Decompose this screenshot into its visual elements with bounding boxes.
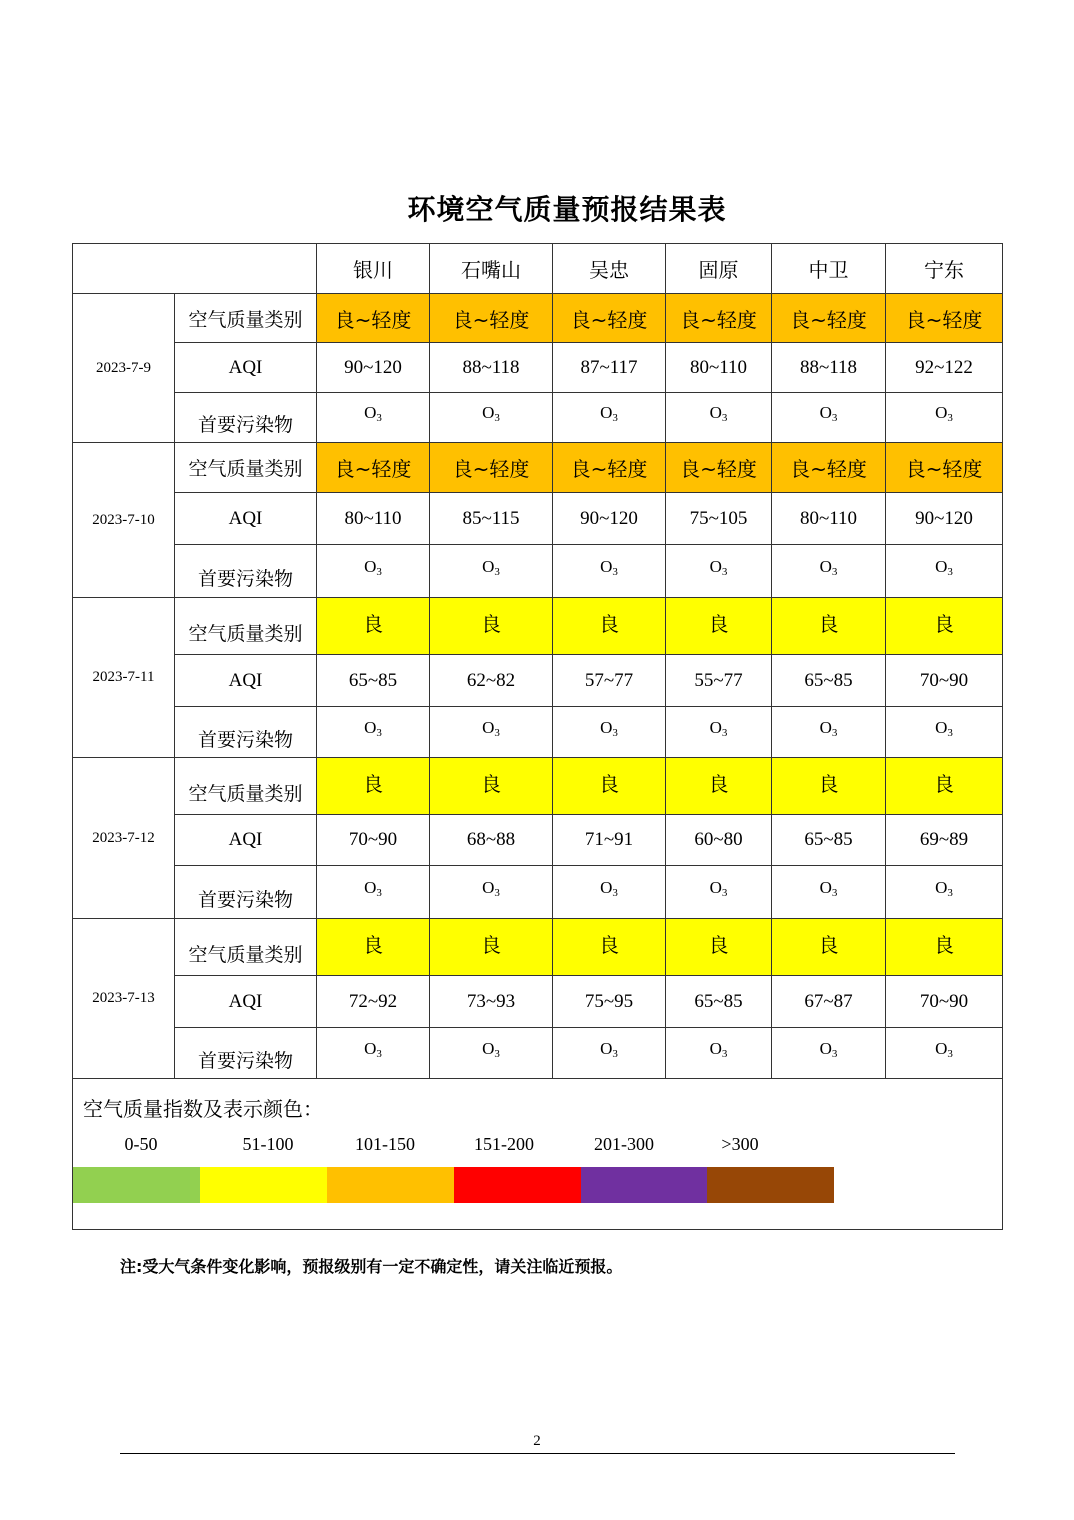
aqi-cell: 90~120 [553,493,666,545]
row-label-pollutant: 首要污染物 [175,707,317,758]
pollutant-cell: $O_3$ [772,545,886,598]
row-label-aqi: AQI [175,655,317,707]
category-cell: 良 [886,758,1003,815]
aqi-cell: 70~90 [317,815,430,866]
aqi-cell: 70~90 [886,976,1003,1028]
aqi-row [73,343,1003,393]
footer-rule [120,1453,955,1454]
legend-range-label: 201-300 [594,1134,654,1154]
category-cell: 良~轻度 [553,443,666,493]
category-cell: 良 [666,758,772,815]
category-cell: 良 [666,919,772,976]
pollutant-cell: $O_3$ [317,1028,430,1079]
city-header-row [73,244,1003,294]
aqi-cell: 57~77 [553,655,666,707]
forecast-date: 2023-7-13 [73,919,175,1079]
legend-range-label: 0-50 [124,1134,158,1154]
legend-color-swatch [707,1167,834,1203]
aqi-cell: 62~82 [430,655,553,707]
pollutant-cell: $O_3$ [772,707,886,758]
aqi-row [73,976,1003,1028]
legend-color-swatch [327,1167,454,1203]
legend-range-label: 151-200 [474,1134,534,1154]
aqi-cell: 68~88 [430,815,553,866]
forecast-note: 注:受大气条件变化影响，预报级别有一定不确定性，请关注临近预报。 [120,1257,623,1276]
aqi-cell: 65~85 [317,655,430,707]
category-cell: 良 [317,919,430,976]
legend-color-swatch [200,1167,327,1203]
category-row [73,443,1003,493]
category-row [73,294,1003,343]
pollutant-row [73,545,1003,598]
row-label-aqi: AQI [175,343,317,393]
aqi-color-legend [73,1079,1003,1230]
pollutant-cell: $O_3$ [886,545,1003,598]
pollutant-cell: $O_3$ [317,707,430,758]
aqi-cell: 85~115 [430,493,553,545]
pollutant-cell: $O_3$ [430,1028,553,1079]
category-cell: 良~轻度 [317,443,430,493]
forecast-date: 2023-7-12 [73,758,175,919]
category-cell: 良~轻度 [666,294,772,343]
category-cell: 良 [772,598,886,655]
category-cell: 良~轻度 [430,443,553,493]
legend-range-label: 101-150 [355,1134,415,1154]
pollutant-row [73,866,1003,919]
legend-color-swatch [454,1167,581,1203]
pollutant-cell: $O_3$ [553,1028,666,1079]
category-cell: 良 [886,919,1003,976]
pollutant-row [73,707,1003,758]
pollutant-cell: $O_3$ [430,707,553,758]
pollutant-row [73,1028,1003,1079]
city-header: 固原 [666,244,772,294]
category-cell: 良 [317,598,430,655]
page-number: 2 [533,1433,541,1449]
row-label-pollutant: 首要污染物 [175,1028,317,1079]
aqi-cell: 75~95 [553,976,666,1028]
aqi-cell: 60~80 [666,815,772,866]
category-row [73,758,1003,815]
pollutant-cell: $O_3$ [553,707,666,758]
row-label-category: 空气质量类别 [175,758,317,815]
category-cell: 良~轻度 [886,294,1003,343]
pollutant-cell: $O_3$ [430,545,553,598]
pollutant-cell: $O_3$ [772,393,886,443]
category-cell: 良 [772,919,886,976]
city-header: 中卫 [772,244,886,294]
row-label-aqi: AQI [175,976,317,1028]
pollutant-cell: $O_3$ [886,1028,1003,1079]
aqi-cell: 88~118 [430,343,553,393]
category-row [73,598,1003,655]
row-label-aqi: AQI [175,493,317,545]
category-cell: 良 [666,598,772,655]
aqi-cell: 67~87 [772,976,886,1028]
forecast-date: 2023-7-11 [73,598,175,758]
category-cell: 良 [430,758,553,815]
row-label-category: 空气质量类别 [175,294,317,343]
legend-color-swatch [73,1167,200,1203]
pollutant-row [73,393,1003,443]
row-label-category: 空气质量类别 [175,443,317,493]
pollutant-cell: $O_3$ [553,393,666,443]
pollutant-cell: $O_3$ [886,866,1003,919]
page-title: 环境空气质量预报结果表 [407,193,727,226]
forecast-date: 2023-7-9 [73,294,175,443]
pollutant-cell: $O_3$ [666,545,772,598]
aqi-cell: 65~85 [772,655,886,707]
pollutant-cell: $O_3$ [666,866,772,919]
pollutant-cell: $O_3$ [772,866,886,919]
aqi-cell: 71~91 [553,815,666,866]
pollutant-cell: $O_3$ [666,707,772,758]
category-cell: 良~轻度 [772,294,886,343]
aqi-cell: 92~122 [886,343,1003,393]
category-cell: 良 [772,758,886,815]
row-label-aqi: AQI [175,815,317,866]
legend-range-label: >300 [721,1134,759,1154]
pollutant-cell: $O_3$ [317,866,430,919]
header-blank-cell [73,244,317,294]
city-header: 石嘴山 [430,244,553,294]
aqi-cell: 55~77 [666,655,772,707]
category-cell: 良~轻度 [886,443,1003,493]
aqi-cell: 72~92 [317,976,430,1028]
aqi-cell: 80~110 [772,493,886,545]
category-row [73,919,1003,976]
row-label-pollutant: 首要污染物 [175,545,317,598]
aqi-cell: 75~105 [666,493,772,545]
pollutant-cell: $O_3$ [553,545,666,598]
aqi-row [73,815,1003,866]
row-label-category: 空气质量类别 [175,598,317,655]
aqi-cell: 70~90 [886,655,1003,707]
category-cell: 良 [553,758,666,815]
city-header: 宁东 [886,244,1003,294]
pollutant-cell: $O_3$ [553,866,666,919]
aqi-cell: 73~93 [430,976,553,1028]
category-cell: 良 [430,919,553,976]
aqi-cell: 80~110 [317,493,430,545]
pollutant-cell: $O_3$ [772,1028,886,1079]
row-label-category: 空气质量类别 [175,919,317,976]
legend-range-label: 51-100 [242,1134,294,1154]
aqi-cell: 80~110 [666,343,772,393]
category-cell: 良 [553,919,666,976]
category-cell: 良~轻度 [317,294,430,343]
aqi-row [73,655,1003,707]
aqi-cell: 87~117 [553,343,666,393]
category-cell: 良 [430,598,553,655]
pollutant-cell: $O_3$ [886,707,1003,758]
category-cell: 良 [317,758,430,815]
legend-title: 空气质量指数及表示颜色： [83,1097,323,1121]
aqi-cell: 69~89 [886,815,1003,866]
city-header: 吴忠 [553,244,666,294]
category-cell: 良 [553,598,666,655]
category-cell: 良~轻度 [772,443,886,493]
legend-color-swatch [581,1167,708,1203]
aqi-cell: 90~120 [886,493,1003,545]
row-label-pollutant: 首要污染物 [175,866,317,919]
aqi-cell: 65~85 [666,976,772,1028]
forecast-table [72,243,1003,1230]
pollutant-cell: $O_3$ [666,1028,772,1079]
aqi-cell: 65~85 [772,815,886,866]
pollutant-cell: $O_3$ [666,393,772,443]
forecast-date: 2023-7-10 [73,443,175,598]
pollutant-cell: $O_3$ [430,393,553,443]
aqi-cell: 90~120 [317,343,430,393]
pollutant-cell: $O_3$ [430,866,553,919]
pollutant-cell: $O_3$ [317,545,430,598]
row-label-pollutant: 首要污染物 [175,393,317,443]
city-header: 银川 [317,244,430,294]
aqi-cell: 88~118 [772,343,886,393]
category-cell: 良~轻度 [666,443,772,493]
pollutant-cell: $O_3$ [886,393,1003,443]
category-cell: 良~轻度 [553,294,666,343]
category-cell: 良 [886,598,1003,655]
aqi-row [73,493,1003,545]
pollutant-cell: $O_3$ [317,393,430,443]
category-cell: 良~轻度 [430,294,553,343]
